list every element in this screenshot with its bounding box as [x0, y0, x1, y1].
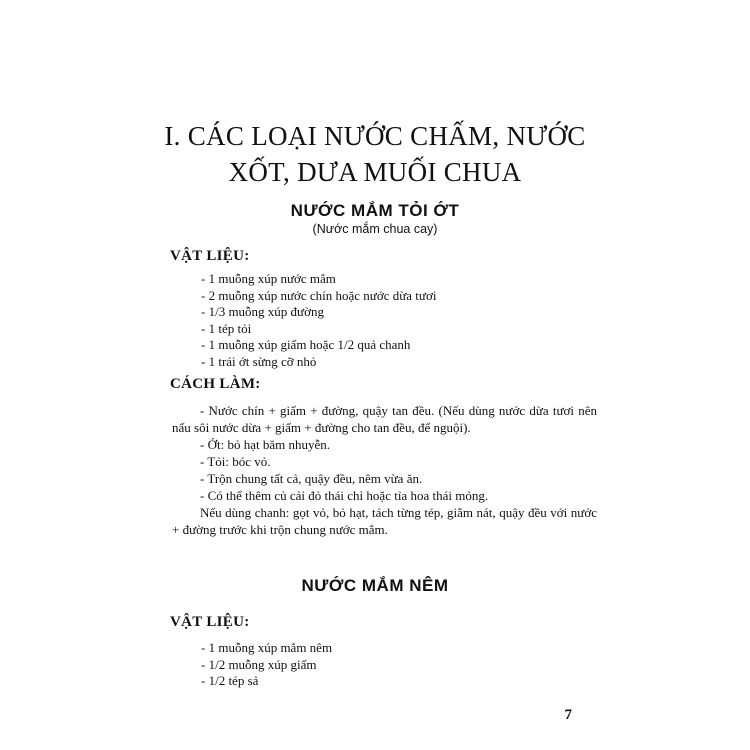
- chapter-title: [150, 118, 600, 190]
- recipe-title: NƯỚC MẮM NÊM: [301, 576, 449, 595]
- chapter-title-line-1: I. CÁC LOẠI NƯỚC CHẤM, NƯỚC: [164, 121, 586, 151]
- method-step: - Trộn chung tất cả, quậy đều, nêm vừa ăn.: [200, 471, 423, 486]
- ingredients-list: [201, 640, 332, 690]
- method-step: Nếu dùng chanh: gọt vỏ, bỏ hạt, tách từng tép, giằm nát, quậy đều với nước + đường trước khi trộn chung nước mắm.: [172, 505, 597, 537]
- list-item: - 2 muỗng xúp nước chín hoặc nước dừa tươi: [201, 287, 437, 303]
- method-step: - Tỏi: bóc vỏ.: [200, 454, 271, 469]
- method-heading: CÁCH LÀM:: [170, 376, 261, 392]
- method-step: - Nước chín + giấm + đường, quậy tan đều. (Nếu dùng nước dừa tươi nên nấu sôi nước dừa + giấm + đường cho tan đều, để nguội).: [172, 403, 597, 435]
- list-item: - 1/3 muỗng xúp đường: [201, 304, 324, 319]
- list-item: - 1 trái ớt sừng cỡ nhỏ: [201, 353, 317, 369]
- list-item: - 1 muỗng xúp nước mắm: [201, 271, 336, 286]
- recipe-subtitle: (Nước mắm chua cay): [312, 222, 438, 236]
- list-item: - 1 tép tỏi: [201, 320, 252, 336]
- list-item: - 1 muỗng xúp mắm nêm: [201, 640, 333, 655]
- list-item: - 1/2 tép sả: [201, 673, 259, 688]
- ingredients-list: [201, 271, 436, 370]
- page-number: 7: [564, 707, 572, 723]
- method-step: - Ớt: bỏ hạt băm nhuyễn.: [200, 437, 330, 452]
- list-item: - 1 muỗng xúp giấm hoặc 1/2 quả chanh: [201, 337, 411, 352]
- method-text: [172, 402, 597, 538]
- ingredients-heading: VẬT LIỆU:: [170, 248, 250, 264]
- chapter-title-line-2: XỐT, DƯA MUỐI CHUA: [228, 157, 522, 187]
- recipe-title: NƯỚC MẮM TỎI ỚT: [290, 201, 460, 220]
- list-item: - 1/2 muỗng xúp giấm: [201, 656, 317, 672]
- ingredients-heading: VẬT LIỆU:: [170, 614, 250, 630]
- method-step: - Có thể thêm củ cải đỏ thái chỉ hoặc tỉa hoa thái mỏng.: [200, 488, 489, 503]
